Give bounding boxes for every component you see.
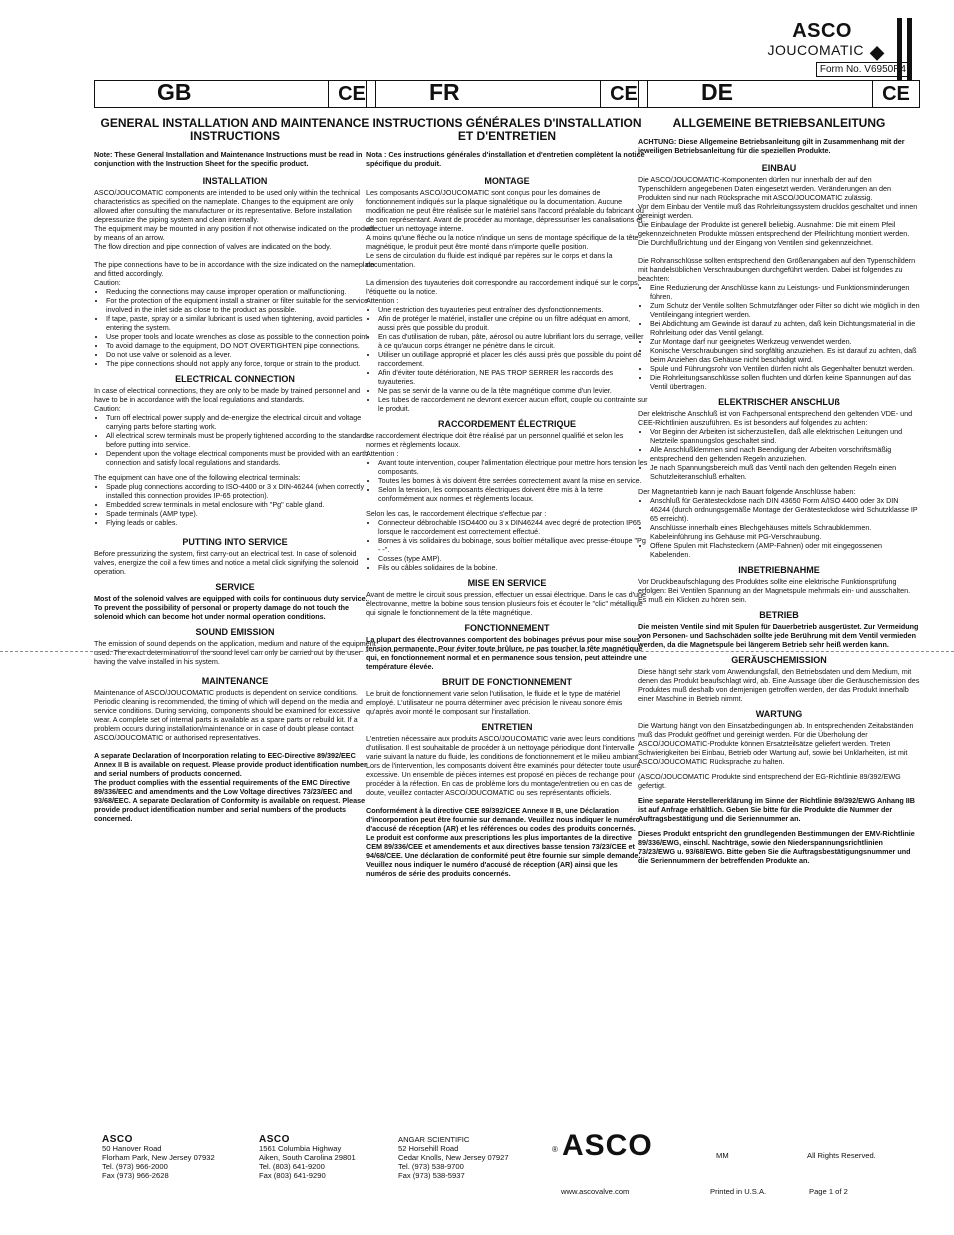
asco-logo-large: ASCO — [562, 1129, 653, 1162]
list-item: • Afin d'éviter toute détérioration, NE PAS TROP SERRER les raccords des tuyauteries. — [378, 368, 648, 386]
rights-text: All Rights Reserved. — [807, 1151, 876, 1160]
asco-logo: ASCO — [102, 1134, 133, 1145]
footer — [0, 1129, 954, 1235]
paragraph: Vor dem Einbau der Ventile muß das Rohrleitungssystem drucklos geschaltet und innen gereinigt werden. — [638, 202, 918, 221]
heading-fonctionnement: FONCTIONNEMENT — [464, 623, 550, 634]
bullet-list — [638, 496, 920, 559]
list-item: • Zum Schutz der Ventile sollten Schmutzfänger oder Filter so dicht wie möglich in den Ventileingang integriert werden. — [650, 301, 920, 319]
list-item: • Fils ou câbles solidaires de la bobine. — [378, 563, 648, 572]
paragraph: The equipment may be mounted in any position if not otherwise indicated on the product by means of an arrow. — [94, 224, 375, 243]
address-line: 1561 Columbia Highway — [259, 1144, 342, 1153]
language-code: FR — [429, 79, 460, 105]
paragraph: Avant de mettre le circuit sous pression, effectuer un essai électrique. Dans le cas d'une électrovanne, mettre la bobine sous tension plusieurs fois et écouter le "clic" métallique qui signale le fonctionnement de la tête magnétique. — [366, 590, 646, 618]
list-item: • Spule und Führungsrohr von Ventilen dürfen nicht als Gegenhalter benutzt werden. — [650, 364, 920, 373]
asco-logo: ASCO — [792, 20, 852, 42]
list-item: • Die Rohrleitungsanschlüsse sollen fluchten und dürfen keine Spannungen auf das Ventil übertragen. — [650, 373, 920, 391]
ce-mark-icon: CE — [872, 81, 919, 107]
address-block — [102, 1135, 215, 1180]
paragraph: La plupart des électrovannes comportent des bobinages prévus pour mise sous tension permanente. Pour éviter toute brûlure, ne pas toucher la tête magnétique qui, en fonctionnement normal et en permanence sous tension, peut atteindre une température élevée. — [366, 635, 647, 672]
paragraph: Le bruit de fonctionnement varie selon l'utilisation, le fluide et le type de matériel employé. L'utilisateur ne pourra déterminer avec précision le niveau sonore émis qu'après avoir monté le composant sur l'installation. — [366, 689, 623, 717]
joucomatic-logo: JOUCOMATIC — [767, 42, 864, 58]
bullet-list — [366, 305, 648, 413]
address-line: Aiken, South Carolina 29801 — [259, 1153, 356, 1162]
bullet-list — [94, 287, 376, 368]
heading-installation: INSTALLATION — [202, 176, 268, 187]
list-item: • Embedded screw terminals in metal enclosure with "Pg" cable gland. — [106, 500, 376, 509]
heading-einbau: EINBAU — [761, 163, 797, 174]
fold-line — [0, 651, 954, 652]
ce-mark-icon: CE — [328, 81, 375, 107]
list-item: • En cas d'utilisation de ruban, pâte, aérosol ou autre lubrifiant lors du serrage, veiller à ce qu'aucun corps étranger ne pénètre dans le circuit. — [378, 332, 648, 350]
fax: Fax (803) 641-9290 — [259, 1171, 326, 1180]
language-code: DE — [701, 79, 733, 105]
paragraph: Le sens de circulation du fluide est indiqué par repères sur le corps et dans la documentation. — [366, 251, 613, 270]
list-item: • Bei Abdichtung am Gewinde ist darauf zu achten, daß kein Dichtungsmaterial in die Rohrleitung oder das Ventil gelangt. — [650, 319, 920, 337]
bullet-list — [638, 283, 920, 391]
phone: Tel. (803) 641-9200 — [259, 1162, 325, 1171]
bullet-list — [366, 518, 648, 572]
bullet-list — [94, 413, 376, 467]
fax: Fax (973) 966-2628 — [102, 1171, 169, 1180]
attention-label: Attention : — [366, 296, 399, 306]
heading-entretien: ENTRETIEN — [481, 722, 533, 733]
list-item: • To avoid damage to the equipment, DO NOT OVERTIGHTEN pipe connections. — [106, 341, 376, 350]
asco-logo: ASCO — [259, 1134, 290, 1145]
list-item: • Les tubes de raccordement ne devront exercer aucun effort, couple ou contrainte sur le produit. — [378, 395, 648, 413]
paragraph: Le raccordement électrique doit être réalisé par un personnel qualifié et selon les normes et règlements locaux. — [366, 431, 624, 450]
address-line: 50 Hanover Road — [102, 1144, 162, 1153]
heading-mise-en-service: MISE EN SERVICE — [467, 578, 547, 589]
list-item: • Bornes à vis solidaires du bobinage, sous boîtier métallique avec presse-étoupe "Pg - -". — [378, 536, 648, 554]
registered-mark: ® — [552, 1145, 558, 1154]
list-item: • All electrical screw terminals must be properly tightened according to the standards before putting into service. — [106, 431, 376, 449]
list-item: • Konische Verschraubungen sind sorgfältig anzuziehen. Es ist darauf zu achten, daß beim Anziehen das Gehäuse nicht beschädigt wird. — [650, 346, 920, 364]
language-box-fr — [366, 80, 648, 108]
heading-sound-emission: SOUND EMISSION — [195, 627, 275, 638]
paragraph: Selon les cas, le raccordement électrique s'effectue par : — [366, 509, 547, 519]
list-item: • Reducing the connections may cause improper operation or malfunctioning. — [106, 287, 376, 296]
fax: Fax (973) 538-5937 — [398, 1171, 465, 1180]
paragraph: Der elektrische Anschluß ist von Fachpersonal entsprechend den geltenden VDE- und CEE-Richtlinien auszuführen. Es ist besonders auf folgendes zu achten: — [638, 409, 913, 428]
phone: Tel. (973) 966-2000 — [102, 1162, 168, 1171]
section-title: GENERAL INSTALLATION AND MAINTENANCE INSTRUCTIONS — [100, 116, 370, 143]
section-title: ALLGEMEINE BETRIEBSANLEITUNG — [672, 116, 886, 130]
paragraph: Die Wartung hängt von den Einsatzbedingungen ab. In entsprechenden Zeitabständen muß das Produkt geöffnet und gereinigt werden. Für die Überholung der ASCO/JOUCOMATIC-Produkte können Ersatzteilsätze geliefert werden. Treten Schwierigkeiten bei Einbau, Betrieb oder Wartung auf, sowie bei Unklarheiten, ist mit ASCO/JOUCOMATIC Rücksprache zu halten. — [638, 721, 914, 767]
list-item: • Toutes les bornes à vis doivent être serrées correctement avant la mise en service. — [378, 476, 648, 485]
ce-mark-icon: CE — [600, 81, 647, 107]
heading-inbetriebnahme: INBETRIEBNAHME — [738, 565, 820, 576]
paragraph: The emission of sound depends on the application, medium and nature of the equipment used. The exact determination of the sound level can only be carried out by the user having the valve installed in his system. — [94, 639, 376, 667]
paragraph: Die meisten Ventile sind mit Spulen für Dauerbetrieb ausgerüstet. Zur Vermeidung von Personen- und Sachschäden sollte jede Berührung mit dem Ventil vermieden werden, da die Magnetspule bei längerem Betrieb sehr heiß werden kann. — [638, 622, 919, 650]
note: ACHTUNG: Diese Allgemeine Betriebsanleitung gilt in Zusammenhang mit der jeweiligen Betriebsanleitung für die speziellen Produkte. — [638, 137, 905, 156]
list-item: • Dependent upon the voltage electrical components must be provided with an earth connection and satisfy local regulations and standards. — [106, 449, 376, 467]
note: Note: These General Installation and Maintenance Instructions must be read in conjunction with the Instruction Sheet for the specific product. — [94, 150, 363, 169]
brand-header — [712, 18, 912, 80]
language-code: GB — [157, 79, 192, 105]
address-line: Florham Park, New Jersey 07932 — [102, 1153, 215, 1162]
list-item: • Ne pas se servir de la vanne ou de la tête magnétique comme d'un levier. — [378, 386, 648, 395]
list-item: • Afin de protéger le matériel, installer une crépine ou un filtre adéquat en amont, aussi près que possible du produit. — [378, 314, 648, 332]
list-item: • The pipe connections should not apply any force, torque or strain to the product. — [106, 359, 376, 368]
list-item: • Connecteur débrochable ISO4400 ou 3 x DIN46244 avec degré de protection IP65 lorsque le raccordement est correctement effectué. — [378, 518, 648, 536]
paragraph: Vor Druckbeaufschlagung des Produktes sollte eine elektrische Funktionsprüfung erfolgen: Bei Ventilen Spannung an der Magnetspule mehrmals ein- und ausschalten. Es muß ein Klicken zu hören sein. — [638, 577, 911, 605]
bullet-list — [366, 458, 648, 503]
list-item: • Utiliser un outillage approprié et placer les clés aussi près que possible du point de raccordement. — [378, 350, 648, 368]
heading-bruit: BRUIT DE FONCTIONNEMENT — [442, 677, 572, 688]
paragraph: Before pressurizing the system, first carry-out an electrical test. In case of solenoid valves, energize the coil a few times and notice a metal click signifying the solenoid operation. — [94, 549, 359, 577]
section-title: INSTRUCTIONS GÉNÉRALES D'INSTALLATION ET D'ENTRETIEN — [372, 116, 642, 143]
paragraph: A moins qu'une flèche ou la notice n'indique un sens de montage spécifique de la tête magnétique, le produit peut être monté dans n'importe quelle position. — [366, 233, 639, 252]
list-item: • Anschluß für Gerätesteckdose nach DIN 43650 Form A/ISO 4400 oder 3x DIN 46244 (durch ordnungsgemäße Montage der Gerätesteckdose wird Schutzklasse IP 65 erreicht). — [650, 496, 920, 523]
heading-geraeuschemission: GERÄUSCHEMISSION — [731, 655, 827, 666]
paragraph: (ASCO/JOUCOMATIC Produkte sind entsprechend der EG-Richtlinie 89/392/EWG gefertigt. — [638, 772, 901, 791]
attention-label: Attention : — [366, 449, 399, 459]
heading-betrieb: BETRIEB — [759, 610, 799, 621]
address-block — [398, 1135, 509, 1180]
paragraph: Diese hängt sehr stark vom Anwendungsfall, den Betriebsdaten und dem Medium, mit denen das Produkt beaufschlagt wird, ab. Eine Aussage über die Geräuschemission des Produktes muß deshalb von demjenigen getroffen werden, der das Produkt innerhalb einer Maschine in Betrieb nimmt. — [638, 667, 920, 704]
paragraph: Die Einbaulage der Produkte ist generell beliebig. Ausnahme: Die mit einem Pfeil gekennzeichneten Produkte müssen entsprechend der Pfeilrichtung montiert werden. — [638, 220, 910, 239]
joucomatic-mark-icon: ◆ — [870, 42, 884, 62]
list-item: • Anschlüsse innerhalb eines Blechgehäuses mittels Schraubklemmen. Kabeleinführung ins Gehäuse mit PG-Verschraubung. — [650, 523, 920, 541]
language-box-de — [638, 80, 920, 108]
phone: Tel. (973) 538-9700 — [398, 1162, 464, 1171]
heading-maintenance: MAINTENANCE — [201, 676, 269, 687]
declaration: Le produit est conforme aux prescriptions les plus importantes de la directive CEM 89/336/CEE et amendements et aux directives basse tension 73/23/CEE et 94/68/CEE. Une déclaration de conformité peut être fournie sur simple demande. Veuillez nous indiquer le numéro d'accusé de réception (AR) ainsi que les numéros de série des produits concernés. — [366, 833, 641, 879]
heading-service: SERVICE — [215, 582, 255, 593]
paragraph: In case of electrical connections, they are only to be made by trained personnel and have to be in accordance with the local regulations and standards. — [94, 386, 361, 405]
company-name: ANGAR SCIENTIFIC — [398, 1135, 470, 1144]
list-item: • Use proper tools and locate wrenches as close as possible to the connection point. — [106, 332, 376, 341]
website-link[interactable]: www.ascovalve.com — [561, 1187, 630, 1196]
paragraph: The flow direction and pipe connection of valves are indicated on the body. — [94, 242, 332, 252]
caution-label: Caution: — [94, 278, 121, 288]
language-box-gb — [94, 80, 376, 108]
list-item: • Flying leads or cables. — [106, 518, 376, 527]
list-item: • Spade plug connections according to ISO-4400 or 3 x DIN-46244 (when correctly installed this connection provides IP-65 protection). — [106, 482, 376, 500]
declaration: The product complies with the essential requirements of the EMC Directive 89/336/EEC and amendments and the Low Voltage directives 73/23/EEC and 93/68/EEC. A separate Declaration of Conformity is available on request. Please provide product identification number and serial numbers of the products concerned. — [94, 778, 366, 824]
column-de — [638, 80, 920, 865]
paragraph: ASCO/JOUCOMATIC components are intended to be used only within the technical characteristics as specified on the nameplate. Changes to the equipment are only allowed after consulting the manufacturer or its representative. Before installation depressurize the piping system and clean internally. — [94, 188, 360, 225]
bullet-list — [94, 482, 376, 527]
list-item: • For the protection of the equipment install a strainer or filter suitable for the service involved in the inlet side as close to the product as possible. — [106, 296, 376, 314]
paragraph: The pipe connections have to be in accordance with the size indicated on the nameplate and fitted accordingly. — [94, 260, 375, 279]
list-item: • Cosses (type AMP). — [378, 554, 648, 563]
list-item: • Une restriction des tuyauteries peut entraîner des dysfonctionnements. — [378, 305, 648, 314]
column-gb — [94, 80, 376, 823]
heading-electrical: ELECTRICAL CONNECTION — [175, 374, 295, 385]
list-item: • Spade terminals (AMP type). — [106, 509, 376, 518]
address-line: Cedar Knolls, New Jersey 07927 — [398, 1153, 509, 1162]
list-item: • If tape, paste, spray or a similar lubricant is used when tightening, avoid particles entering the system. — [106, 314, 376, 332]
declaration: Eine separate Herstellererklärung im Sinne der Richtlinie 89/392/EWG Anhang IIB ist auf Anfrage erhältlich. Geben Sie bitte für die Produkte die Nummer der Auftragsbestätigung und die Seriennummer an. — [638, 796, 915, 824]
list-item: • Eine Reduzierung der Anschlüsse kann zu Leistungs- und Funktionsminderungen führen. — [650, 283, 920, 301]
paragraph: L'entretien nécessaire aux produits ASCO/JOUCOMATIC varie avec leurs conditions d'utilisation. Il est souhaitable de procéder à un nettoyage périodique dont l'intervalle varie suivant la nature du fluide, les conditions de fonctionnement et le milieu ambiant. Lors de l'intervention, les composants doivent être examinés pour détecter toute usure excessive. Un ensemble de pièces internes est proposé en pièces de rechange pour procéder à la réfection. En cas de problème lors du montage/entretien ou en cas de doute, veuillez contacter ASCO/JOUCOMATIC ou ses représentants officiels. — [366, 734, 641, 798]
list-item: • Zur Montage darf nur geeignetes Werkzeug verwendet werden. — [650, 337, 920, 346]
page-number: Page 1 of 2 — [809, 1187, 848, 1196]
paragraph: Die Rohranschlüsse sollten entsprechend den Größenangaben auf den Typenschildern mit handelsüblichen Verschraubungen durchgeführt werden. Dabei ist folgendes zu beachten: — [638, 256, 916, 284]
list-item: • Vor Beginn der Arbeiten ist sicherzustellen, daß alle elektrischen Leitungen und Netzteile spannungslos geschaltet sind. — [650, 427, 920, 445]
list-item: • Turn off electrical power supply and de-energize the electrical circuit and voltage carrying parts before starting work. — [106, 413, 376, 431]
declaration: Conformément à la directive CEE 89/392/CEE Annexe II B, une Déclaration d'incorporation peut être fournie sur demande. Veuillez nous indiquer le numéro d'accusé de réception (AR) et les références ou codes des produits concernés. — [366, 806, 641, 834]
heading-raccordement: RACCORDEMENT ÉLECTRIQUE — [437, 419, 576, 430]
paragraph: La dimension des tuyauteries doit correspondre au raccordement indiqué sur le corps, l'étiquette ou la notice. — [366, 278, 640, 297]
list-item: • Je nach Spannungsbereich muß das Ventil nach den geltenden Regeln einen Schutzleiteranschluß erhalten. — [650, 463, 920, 481]
list-item: • Alle Anschlußklemmen sind nach Beendigung der Arbeiten vorschriftsmäßig entsprechend den geltenden Regeln anzuziehen. — [650, 445, 920, 463]
list-item: • Do not use valve or solenoid as a lever. — [106, 350, 376, 359]
heading-wartung: WARTUNG — [755, 709, 803, 720]
list-item: • Offene Spulen mit Flachsteckern (AMP-Fahnen) oder mit eingegossenen Kabelenden. — [650, 541, 920, 559]
paragraph: Die ASCO/JOUCOMATIC-Komponenten dürfen nur innerhalb der auf den Typenschildern angegebenen Daten eingesetzt werden. Veränderungen an den Produkten sind nur nach Rücksprache mit ASCO/JOUCOMATIC zulässig. — [638, 175, 891, 203]
printed-in: Printed in U.S.A. — [710, 1187, 767, 1196]
paragraph: Most of the solenoid valves are equipped with coils for continuous duty service. To prevent the possibility of personal or property damage do not touch the solenoid which can become hot under normal operation conditions. — [94, 594, 368, 622]
mm-code: MM — [716, 1151, 729, 1160]
declaration: A separate Declaration of Incorporation relating to EEC-Directive 89/392/EEC Annex II B is available on request. Please provide product identification number and serial numbers of products concerned. — [94, 751, 367, 779]
list-item: • Selon la tension, les composants électriques doivent être mis à la terre conformément aux normes et règlements locaux. — [378, 485, 648, 503]
address-block — [259, 1135, 356, 1180]
paragraph: Les composants ASCO/JOUCOMATIC sont conçus pour les domaines de fonctionnement indiqués sur la plaque signalétique ou la documentation. Aucune modification ne peut être réalisée sur le matériel sans l'accord préalable du fabricant ou de son représentant. Avant de procéder au montage, dépressuriser les canalisations et effectuer un nettoyage interne. — [366, 188, 644, 234]
list-item: • Avant toute intervention, couper l'alimentation électrique pour mettre hors tension les composants. — [378, 458, 648, 476]
note: Nota : Ces instructions générales d'installation et d'entretien complètent la notice spécifique du produit. — [366, 150, 645, 169]
heading-putting-into-service: PUTTING INTO SERVICE — [182, 537, 288, 548]
paragraph: Der Magnetantrieb kann je nach Bauart folgende Anschlüsse haben: — [638, 487, 856, 497]
column-fr — [366, 80, 648, 878]
paragraph: Die Durchflußrichtung und der Eingang von Ventilen sind gekennzeichnet. — [638, 238, 873, 248]
paragraph: The equipment can have one of the following electrical terminals: — [94, 473, 301, 483]
heading-elektrischer-anschluss: ELEKTRISCHER ANSCHLUß — [718, 397, 840, 408]
paragraph: Maintenance of ASCO/JOUCOMATIC products is dependent on service conditions. Periodic cleaning is recommended, the timing of which will depend on the media and service conditions. During servicing, components should be examined for excessive wear. A complete set of internal parts is available as a spare parts or rebuild kit. If a problem occurs during installation/maintenance or in case of doubt please contact ASCO/JOUCOMATIC or authorised representatives. — [94, 688, 363, 743]
heading-montage: MONTAGE — [484, 176, 530, 187]
declaration: Dieses Produkt entspricht den grundlegenden Bestimmungen der EMV-Richtlinie 89/336/EWG, einschl. Nachträge, sowie den Niederspannungsrichtlinien 73/23/EWG u. 93/68/EWG. Bitte geben Sie die Auftragsbestätigungsnummer und die Seriennummern der betreffenden Produkte an. — [638, 829, 915, 866]
bullet-list — [638, 427, 920, 481]
caution-label: Caution: — [94, 404, 121, 414]
form-number: Form No. V6950R4 — [816, 62, 910, 77]
address-line: 52 Horsehill Road — [398, 1144, 459, 1153]
